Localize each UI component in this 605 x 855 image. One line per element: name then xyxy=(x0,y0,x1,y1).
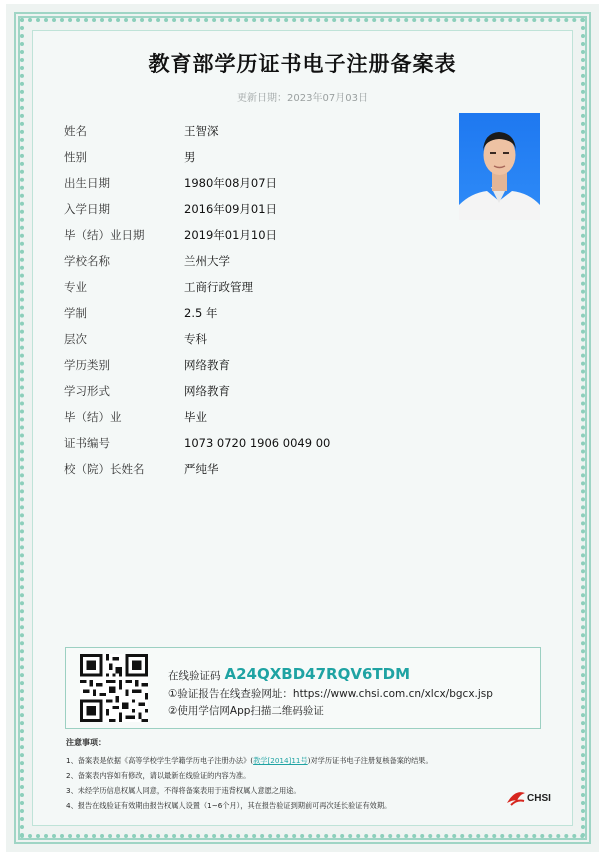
field-label: 学制 xyxy=(64,306,87,320)
field-value: 工商行政管理 xyxy=(184,280,253,294)
field-row xyxy=(64,300,464,326)
verification-code: A24QXBD47RQV6TDM xyxy=(224,665,411,683)
field-label: 学校名称 xyxy=(64,254,110,268)
field-label: 证书编号 xyxy=(64,436,110,450)
note-item: 2、备案表内容如有修改，请以最新在线验证的内容为准。 xyxy=(66,771,251,780)
field-row xyxy=(64,274,464,300)
field-row xyxy=(64,430,464,456)
verification-box xyxy=(65,647,541,729)
field-row xyxy=(64,404,464,430)
field-row xyxy=(64,326,464,352)
verification-code-label: 在线验证码 xyxy=(168,670,221,682)
update-date: 更新日期：2023年07月03日 xyxy=(237,93,368,104)
field-value: 王智深 xyxy=(184,124,219,138)
field-value: 1073 0720 1906 0049 00 xyxy=(184,436,331,450)
student-photo xyxy=(459,113,540,220)
field-label: 学历类别 xyxy=(64,358,110,372)
field-row xyxy=(64,222,464,248)
note-item xyxy=(66,753,506,768)
field-row xyxy=(64,196,464,222)
field-value: 2016年09月01日 xyxy=(184,202,278,216)
verify-url-line: ①验证报告在线查验网址：https://www.chsi.com.cn/xlcx/bgcx.jsp xyxy=(168,688,493,700)
field-value: 网络教育 xyxy=(184,384,230,398)
field-row xyxy=(64,456,464,482)
field-label: 层次 xyxy=(64,332,87,346)
regulation-link[interactable]: 教学[2014]11号 xyxy=(253,756,308,765)
field-label: 毕（结）业日期 xyxy=(64,228,145,242)
note-item: 3、未经学历信息权属人同意，不得将备案表用于违背权属人意愿之用途。 xyxy=(66,786,301,795)
field-label: 姓名 xyxy=(64,124,87,138)
field-label: 校（院）长姓名 xyxy=(64,462,145,476)
field-label: 学习形式 xyxy=(64,384,110,398)
field-row xyxy=(64,170,464,196)
field-row xyxy=(64,352,464,378)
field-row xyxy=(64,118,464,144)
field-label: 毕（结）业 xyxy=(64,410,122,424)
record-fields xyxy=(64,118,464,482)
field-row xyxy=(64,248,464,274)
notes-section xyxy=(66,737,506,813)
field-value: 严纯华 xyxy=(184,462,219,476)
field-value: 男 xyxy=(184,150,196,164)
field-value: 1980年08月07日 xyxy=(184,176,278,190)
note-text: )对学历证书电子注册复核备案的结果。 xyxy=(307,756,433,765)
notes-heading: 注意事项： xyxy=(66,738,106,747)
field-value: 兰州大学 xyxy=(184,254,230,268)
verification-code-line xyxy=(168,665,410,683)
field-value: 2019年01月10日 xyxy=(184,228,278,242)
field-label: 性别 xyxy=(64,150,87,164)
chsi-logo-text: CHSI xyxy=(527,793,551,804)
field-value: 毕业 xyxy=(184,410,207,424)
note-item: 4、报告在线验证有效期由报告权属人设置（1~6个月），其在报告验证到期前可再次延长验证有效期。 xyxy=(66,801,392,810)
note-text: 1、备案表是依据《高等学校学生学籍学历电子注册办法》( xyxy=(66,756,254,765)
verify-app-line: ②使用学信网App扫描二维码验证 xyxy=(168,705,324,717)
field-value: 2.5 年 xyxy=(184,306,218,320)
field-label: 专业 xyxy=(64,280,87,294)
field-value: 网络教育 xyxy=(184,358,230,372)
field-row xyxy=(64,144,464,170)
field-label: 入学日期 xyxy=(64,202,110,216)
qr-code-icon[interactable] xyxy=(80,654,148,722)
field-row xyxy=(64,378,464,404)
page-title: 教育部学历证书电子注册备案表 xyxy=(148,52,457,76)
field-label: 出生日期 xyxy=(64,176,110,190)
field-value: 专科 xyxy=(184,332,207,346)
